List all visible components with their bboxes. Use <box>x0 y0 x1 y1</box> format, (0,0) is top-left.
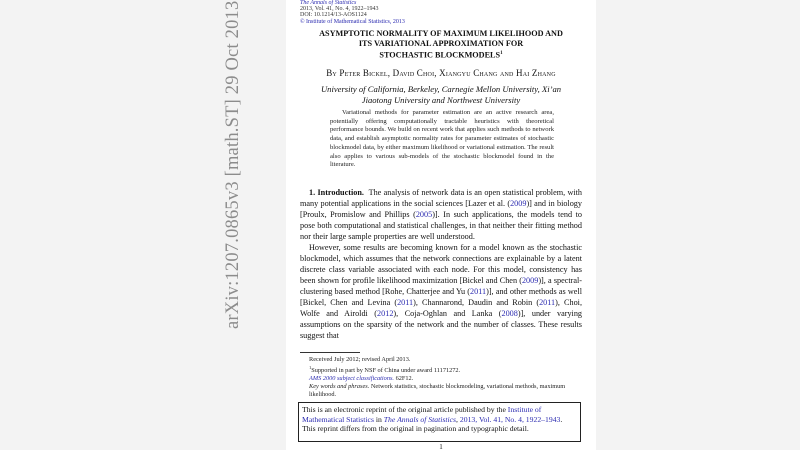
journal-header <box>300 0 405 25</box>
footnote-support-mark: 1 <box>309 364 312 370</box>
paper-title <box>300 29 582 61</box>
reprint-text-b: . This reprint differs from the original in pagination and typographic detail. <box>302 414 563 434</box>
citation-link[interactable]: 2008 <box>501 309 518 318</box>
intro-p2-text-g: )], under varying assumptions on the sparsity of the network and the number of classes. These results suggest that <box>300 309 583 340</box>
footnote-keywords <box>309 383 585 399</box>
affiliation-line-2: Jiaotong University and Northwest University <box>361 95 521 105</box>
intro-p1-text-b: )] and in biology [Proulx, Promislow and Phillips ( <box>300 199 582 219</box>
section-heading: 1. Introduction. <box>309 188 364 197</box>
intro-p2-text-e: ), Choi, Wolfe and Airoldi ( <box>300 298 582 318</box>
citation-link[interactable]: 2009 <box>510 199 527 208</box>
title-line-3 <box>300 49 582 61</box>
journal-name[interactable]: The Annals of Statistics <box>300 0 357 6</box>
citation-link[interactable]: 2012 <box>377 309 394 318</box>
arxiv-stamp: arXiv:1207.0865v3 [math.ST] 29 Oct 2013 <box>223 0 243 330</box>
intro-p1-text-c: )]. In such applications, the models tend to pose both computational and statistical challenges, in that neither their fitting method nor their large sample properties are well understood. <box>300 210 582 241</box>
intro-p2-text-f: ), Coja-Oghlan and Lanka ( <box>393 309 502 318</box>
title-line-2: ITS VARIATIONAL APPROXIMATION FOR <box>358 39 524 48</box>
ams-classification-link[interactable]: AMS 2000 subject classifications. <box>309 374 394 382</box>
ims-link[interactable]: Institute of Mathematical Statistics <box>302 405 542 424</box>
keywords-label: Key words and phrases. <box>309 382 370 390</box>
ams-classification-value: 62F12. <box>395 374 414 382</box>
title-footnote-mark[interactable]: 1 <box>500 51 503 56</box>
intro-p1-text-a: The analysis of network data is an open statistical problem, with many potential applications in the social sciences [Lazer et al. ( <box>300 188 582 208</box>
footnote-received: Received July 2012; revised April 2013. <box>309 356 411 363</box>
journal-volume: 2013, Vol. 41, No. 4, 1922–1943 <box>300 6 379 13</box>
title-line-1: ASYMPTOTIC NORMALITY OF MAXIMUM LIKELIHOOD AND <box>319 29 563 38</box>
intro-p2-text-c: )], and other methods as well [Bickel, Chen and Levina ( <box>300 287 582 307</box>
footnote-ams <box>309 375 585 383</box>
citation-link[interactable]: 2005 <box>415 210 433 219</box>
title-line-3-text: STOCHASTIC BLOCKMODELS <box>379 50 501 60</box>
reprint-notice <box>298 402 581 442</box>
paper-affiliation <box>300 84 582 106</box>
footnote-support-text: Supported in part by NSF of China under award 11171272. <box>311 367 461 374</box>
citation-link[interactable]: 2011 <box>470 287 487 296</box>
keywords-value: Network statistics, stochastic blockmodeling, variational methods, maximum likelihood. <box>309 382 566 398</box>
reprint-comma: , <box>456 414 458 424</box>
intro-p2-text-a: However, some results are becoming known for a model known as the stochastic blockmodel, which assumes that the network connections are explainable by a latent discrete class variable associated with each node. For this model, consistency has been shown for profile likelihood maximization [Bickel and Chen ( <box>300 243 582 285</box>
intro-p2-text-d: ), Channarond, Daudin and Robin ( <box>413 298 540 307</box>
citation-link[interactable]: 2009 <box>521 276 539 285</box>
introduction-section <box>300 187 582 341</box>
reprint-in: in <box>373 414 384 424</box>
affiliation-line-1: University of California, Berkeley, Carnegie Mellon University, Xi’an <box>320 84 562 94</box>
footnote-support <box>309 364 585 375</box>
intro-p2-text-b: )], a spectral-clustering based method [Rohe, Chatterjee and Yu ( <box>300 276 582 296</box>
reprint-text-a: This is an electronic reprint of the original article published by the <box>302 405 506 414</box>
reprint-journal-link[interactable]: The Annals of Statistics <box>383 414 457 424</box>
journal-doi: DOI: 10.1214/13-AOS1124 <box>300 12 367 19</box>
footnote-rule <box>300 352 360 353</box>
viewer-background-right <box>596 0 800 450</box>
citation-link[interactable]: 2011 <box>397 298 414 307</box>
paper-authors: By Peter Bickel, David Choi, Xiangyu Chang and Hai Zhang <box>326 68 556 78</box>
reprint-volume-link[interactable]: 2013, Vol. 41, No. 4, 1922–1943 <box>459 414 561 424</box>
citation-link[interactable]: 2011 <box>539 298 556 307</box>
paper-abstract <box>330 109 554 170</box>
journal-copyright[interactable]: © Institute of Mathematical Statistics, 2013 <box>300 18 405 25</box>
footnotes <box>309 356 585 399</box>
intro-paragraph-2 <box>300 242 582 341</box>
intro-paragraph-1 <box>300 187 582 242</box>
page-number: 1 <box>439 443 443 451</box>
abstract-text: Variational methods for parameter estimation are an active research area, potentially offering computationally tractable heuristics with theoretical performance bounds. We build on recent work that applies such methods to network data, and establish asymptotic normality rates for parameter estimates of stochastic blockmodel data, by either maximum likelihood or variational estimation. The result also applies to various sub-models of the stochastic blockmodel found in the literature. <box>330 109 554 169</box>
